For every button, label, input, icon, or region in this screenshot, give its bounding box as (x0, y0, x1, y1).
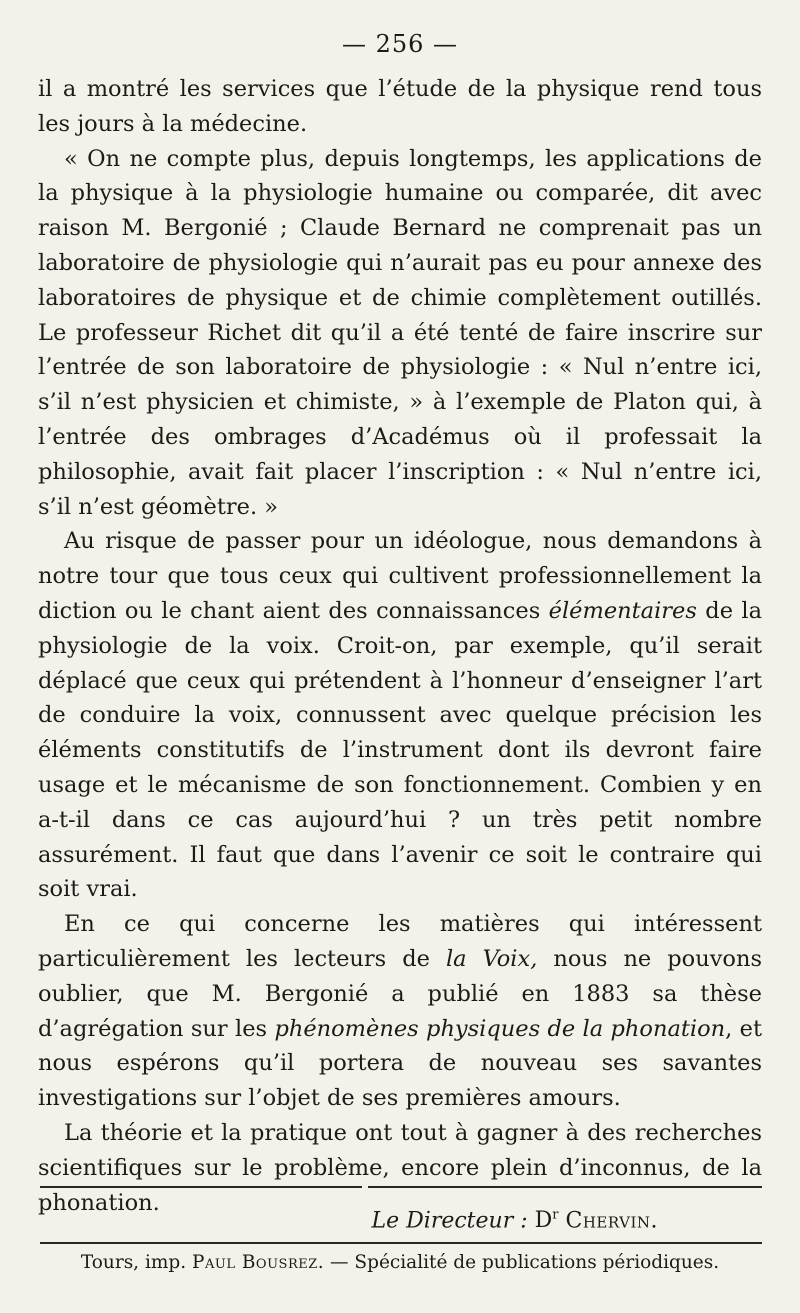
paragraph-4 (38, 907, 762, 1116)
page-number: — 256 — (341, 30, 459, 58)
paragraph-3 (38, 524, 762, 907)
italic-run: la Voix, (445, 945, 538, 972)
imprint-printer: Paul Bousrez. (192, 1252, 325, 1273)
signature-title (535, 1208, 559, 1233)
text-run: Au risque de passer pour un idéologue, nous demandons à notre tour que tous ceux qui cultivent professionnellement la diction ou le chant aient des connaissances (38, 528, 762, 624)
paragraph-1 (38, 72, 762, 142)
imprint-suffix: — Spécialité de publications périodiques. (330, 1252, 720, 1273)
signature-title-sup: r (552, 1208, 559, 1223)
text-run: il a montré les services que l’étude de la physique rend tous les jours à la médecine. (38, 76, 762, 137)
separator-rule-left (40, 1186, 362, 1188)
italic-run: élémentaires (548, 597, 697, 624)
signature-title-text: D (534, 1208, 553, 1234)
italic-run: phénomènes physiques de la phonation (274, 1015, 726, 1042)
text-run: de la physiologie de la voix. Croit-on, par exemple, qu’il serait déplacé que ceux qui prétendent à l’honneur d’enseigner l’art de conduire la voix, connussent avec quelque précision les éléments constitutifs de l’instrument dont ils devront faire usage et le mécanisme de son fonctionnement. Combien y en a-t-il dans ce cas aujourd’hui ? un très petit nombre assurément. Il faut que dans l’avenir ce soit le contraire qui soit vrai. (38, 597, 762, 903)
printer-imprint (0, 1248, 800, 1278)
imprint-prefix: Tours, imp. (80, 1252, 187, 1273)
footer-rule (40, 1242, 762, 1244)
text-run: « On ne compte plus, depuis longtemps, les applications de la physique à la physiologie humaine ou comparée, dit avec raison M. Bergonié ; Claude Bernard ne comprenait pas un laboratoire de physiologie qui n’aurait pas eu pour annexe des laboratoires de physique et de chimie complètement outillés. Le professeur Richet dit qu’il a été tenté de faire inscrire sur l’entrée de son laboratoire de physiologie : « Nul n’entre ici, s’il n’est physicien et chimiste, » à l’exemple de Platon qui, à l’entrée des ombrages d’Académus où il professait la philosophie, avait fait placer l’inscription : « Nul n’entre ici, s’il n’est géomètre. » (38, 145, 762, 520)
separator-rule-right (368, 1186, 762, 1188)
signature (372, 1200, 658, 1237)
text-run: , et nous espérons qu’il portera de nouveau ses savantes investigations sur l’objet de ses premières amours. (38, 1015, 762, 1112)
text-run: La théorie et la pratique ont tout à gagner à des recherches scientifiques sur le problème, encore plein d’inconnus, de la phonation. (38, 1119, 762, 1216)
signature-role: Le Directeur : (371, 1208, 528, 1234)
text-run: En ce qui concerne les matières qui intéressent particulièrement les lecteurs de (38, 911, 762, 972)
signature-name: Chervin. (565, 1208, 658, 1234)
text-run: nous ne pouvons oublier, que M. Bergonié a publié en 1883 sa thèse d’agrégation sur les (38, 945, 762, 1042)
body-text (38, 72, 762, 1220)
paragraph-2 (38, 142, 762, 525)
